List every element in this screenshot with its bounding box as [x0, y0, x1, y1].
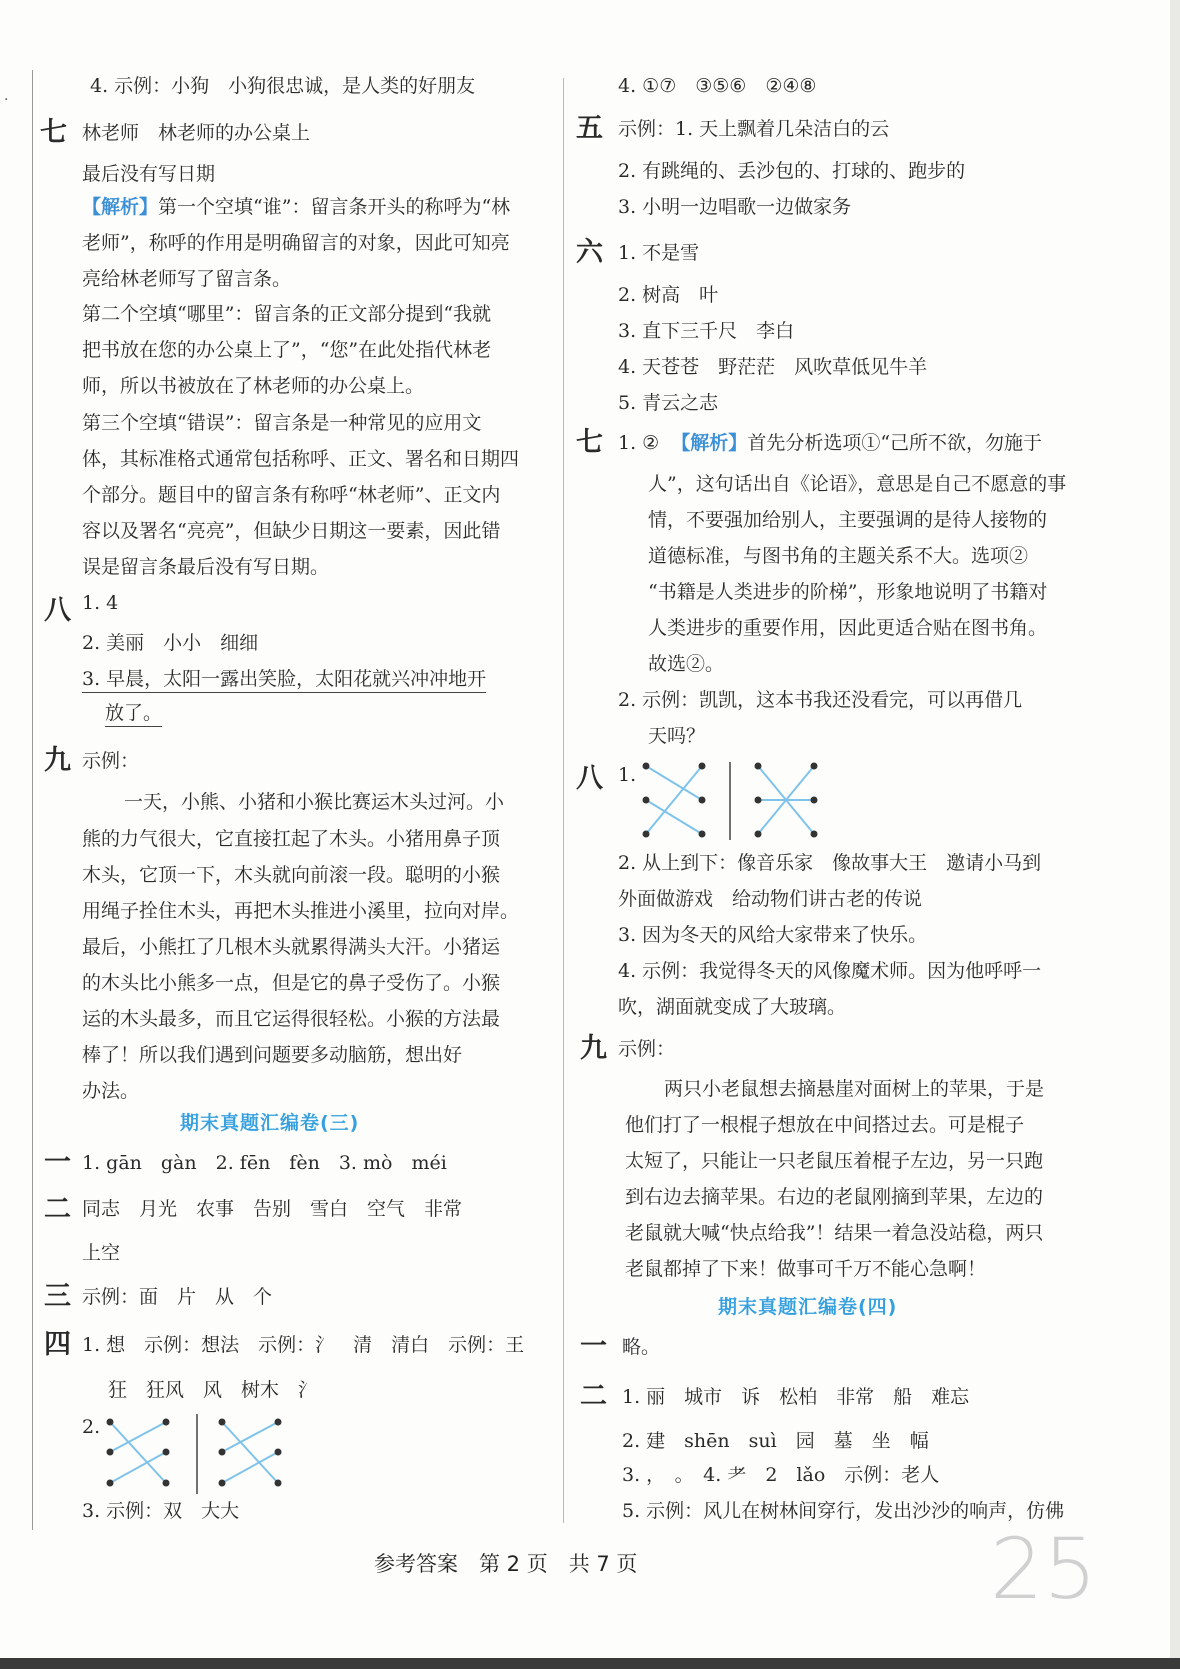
answer-line: 4. 示例：我觉得冬天的风像魔术师。因为他呼呼一: [618, 960, 1042, 982]
answer-line: 略。: [622, 1336, 661, 1358]
essay-line: 老鼠就大喊“快点给我”！结果一着急没站稳，两只: [625, 1222, 1044, 1244]
answer-line: 2. 从上到下：像音乐家 像故事大王 邀请小马到: [618, 852, 1042, 874]
section-number-1: 一: [44, 1147, 71, 1178]
analysis-text: 故选②。: [648, 653, 725, 675]
analysis-text: 个部分。题目中的留言条有称呼“林老师”、正文内: [82, 484, 501, 506]
answer-line: 3. 示例：双 大大: [82, 1500, 240, 1522]
section-number-3: 三: [44, 1281, 71, 1312]
section-number-8-right: 八: [576, 763, 603, 794]
answer-line-underlined: 3. 早晨，太阳一露出笑脸，太阳花就兴冲冲地开: [82, 666, 486, 693]
analysis-text: 第一个空填“谁”：留言条开头的称呼为“林: [158, 196, 511, 218]
section-number-4: 四: [44, 1329, 71, 1360]
answer-line: 4. 示例：小狗 小狗很忠诚，是人类的好朋友: [90, 75, 476, 97]
answer-line: 3. ， 。 4. 耂 2 lǎo 示例：老人: [622, 1464, 940, 1486]
essay-line: 两只小老鼠想去摘悬崖对面树上的苹果，于是: [664, 1078, 1045, 1100]
answer-line: 示例：: [618, 1038, 676, 1060]
matching-diagram-left: [100, 1412, 300, 1494]
analysis-text: 师，所以书被放在了林老师的办公桌上。: [82, 375, 425, 397]
analysis-text: 容以及署名“亮亮”，但缺少日期这一要素，因此错: [82, 520, 501, 542]
section-number-9: 九: [44, 745, 71, 776]
answer-line: 示例：面 片 从 个: [82, 1286, 273, 1308]
analysis-tag: 【解析】: [671, 432, 748, 454]
answer-line: 2. 有跳绳的、丢沙包的、打球的、跑步的: [618, 160, 966, 182]
answer-line: 4. ①⑦ ③⑤⑥ ②④⑧: [618, 75, 817, 97]
exam-4-title: 期末真题汇编卷(四): [718, 1296, 898, 1318]
answer-line: 3. 直下三千尺 李白: [618, 320, 795, 342]
margin-fragment: ·: [4, 92, 9, 108]
answer-line: 1. 4: [82, 592, 119, 614]
answer-line: 1. gān gàn 2. fēn fèn 3. mò méi: [82, 1152, 447, 1174]
section-number-6: 六: [576, 237, 603, 268]
answer-line: 外面做游戏 给动物们讲古老的传说: [618, 888, 923, 910]
essay-line: 老鼠都掉了下来！做事可千万不能心急啊！: [625, 1258, 987, 1280]
answer-line: 2. 树高 叶: [618, 284, 719, 306]
column-divider: [563, 78, 564, 1523]
essay-line: 的木头比小熊多一点，但是它的鼻子受伤了。小猴: [82, 972, 501, 994]
answer-line-underlined: 放了。: [105, 700, 162, 727]
answer-line: 2. 示例：凯凯，这本书我还没看完，可以再借几: [618, 689, 1023, 711]
answer-line: 4. 天苍苍 野茫茫 风吹草低见牛羊: [618, 356, 928, 378]
answer-line: 上空: [82, 1242, 121, 1264]
analysis-text: 误是留言条最后没有写日期。: [82, 556, 330, 578]
analysis-text: 人类进步的重要作用，因此更适合贴在图书角。: [648, 617, 1048, 639]
analysis-text: 第二个空填“哪里”：留言条的正文部分提到“我就: [82, 303, 492, 325]
answer-line: 2.: [82, 1416, 101, 1438]
answer-line: 同志 月光 农事 告别 雪白 空气 非常: [82, 1198, 463, 1220]
essay-line: 最后，小熊扛了几根木头就累得满头大汗。小猪运: [82, 936, 501, 958]
scan-bottom-edge: [0, 1658, 1180, 1669]
page-footer: 参考答案 第 2 页 共 7 页: [374, 1552, 638, 1576]
page-edge-shadow: [1170, 0, 1180, 1669]
analysis-text: 把书放在您的办公桌上了”，“您”在此处指代林老: [82, 339, 492, 361]
analysis-text: 首先分析选项①“己所不欲，勿施于: [747, 432, 1043, 454]
essay-line: 运的木头最多，而且它运得很轻松。小猴的方法最: [82, 1008, 501, 1030]
essay-line: 到右边去摘苹果。右边的老鼠刚摘到苹果，左边的: [625, 1186, 1044, 1208]
analysis-text: “书籍是人类进步的阶梯”，形象地说明了书籍对: [648, 581, 1048, 603]
analysis-text: 道德标准，与图书角的主题关系不大。选项②: [648, 545, 1029, 567]
essay-line: 太短了，只能让一只老鼠压着棍子左边，另一只跑: [625, 1150, 1044, 1172]
analysis-tag: 【解析】: [82, 196, 159, 218]
answer-line: 5. 青云之志: [618, 392, 719, 414]
page-number: 25: [990, 1520, 1097, 1618]
analysis-text: 亮给林老师写了留言条。: [82, 268, 292, 290]
answer-line: 1. ②: [618, 432, 660, 454]
section-number-8: 八: [44, 595, 71, 626]
exam-3-title: 期末真题汇编卷(三): [180, 1112, 360, 1134]
section-number-7-right: 七: [576, 427, 603, 458]
answer-line: 2. 建 shēn suì 园 墓 坐 幅: [622, 1430, 929, 1452]
answer-line: 示例：: [82, 750, 140, 772]
matching-diagram-right: [638, 758, 828, 842]
answer-line: 2. 美丽 小小 细细: [82, 632, 259, 654]
answer-line: 最后没有写日期: [82, 163, 216, 185]
section-number-7: 七: [40, 117, 67, 148]
answer-line: 天吗？: [648, 725, 706, 747]
essay-line: 熊的力气很大，它直接扛起了木头。小猪用鼻子顶: [82, 828, 501, 850]
analysis-text: 情，不要强加给别人，主要强调的是待人接物的: [648, 509, 1048, 531]
essay-line: 一天，小熊、小猪和小猴比赛运木头过河。小: [124, 791, 505, 813]
binding-edge-line: [32, 70, 33, 1530]
answer-line: 示例：1. 天上飘着几朵洁白的云: [618, 118, 890, 140]
answer-line: 1. 不是雪: [618, 242, 700, 264]
section-number-2: 二: [44, 1194, 71, 1225]
essay-line: 办法。: [82, 1080, 140, 1102]
analysis-text: 体，其标准格式通常包括称呼、正文、署名和日期四: [82, 448, 520, 470]
answer-line: 狂 狂风 风 树木 氵: [108, 1379, 318, 1401]
analysis-text: 人”，这句话出自《论语》，意思是自己不愿意的事: [648, 473, 1067, 495]
section-number-1-right: 一: [580, 1331, 607, 1362]
answer-line: 吹，湖面就变成了大玻璃。: [618, 996, 847, 1018]
answer-line: 1. 想 示例：想法 示例：氵 清 清白 示例：王: [82, 1334, 525, 1356]
essay-line: 用绳子拴住木头，再把木头推进小溪里，拉向对岸。: [82, 900, 520, 922]
section-number-2-right: 二: [580, 1381, 607, 1412]
analysis-text: 老师”，称呼的作用是明确留言的对象，因此可知亮: [82, 232, 510, 254]
section-number-9-right: 九: [580, 1033, 607, 1064]
answer-line: 林老师 林老师的办公桌上: [82, 122, 311, 144]
analysis-text: 第三个空填“错误”：留言条是一种常见的应用文: [82, 412, 482, 434]
answer-line: 3. 小明一边唱歌一边做家务: [618, 196, 852, 218]
answer-line: 1.: [618, 764, 637, 786]
essay-line: 棒了！所以我们遇到问题要多动脑筋，想出好: [82, 1044, 463, 1066]
answer-line: 3. 因为冬天的风给大家带来了快乐。: [618, 924, 928, 946]
answer-line: 5. 示例：风儿在树林间穿行，发出沙沙的响声，仿佛: [622, 1500, 1065, 1522]
answer-line: 1. 丽 城市 诉 松柏 非常 船 难忘: [622, 1386, 970, 1408]
essay-line: 木头，它顶一下，木头就向前滚一段。聪明的小猴: [82, 864, 501, 886]
section-number-5: 五: [576, 113, 603, 144]
essay-line: 他们打了一根棍子想放在中间搭过去。可是棍子: [625, 1114, 1025, 1136]
